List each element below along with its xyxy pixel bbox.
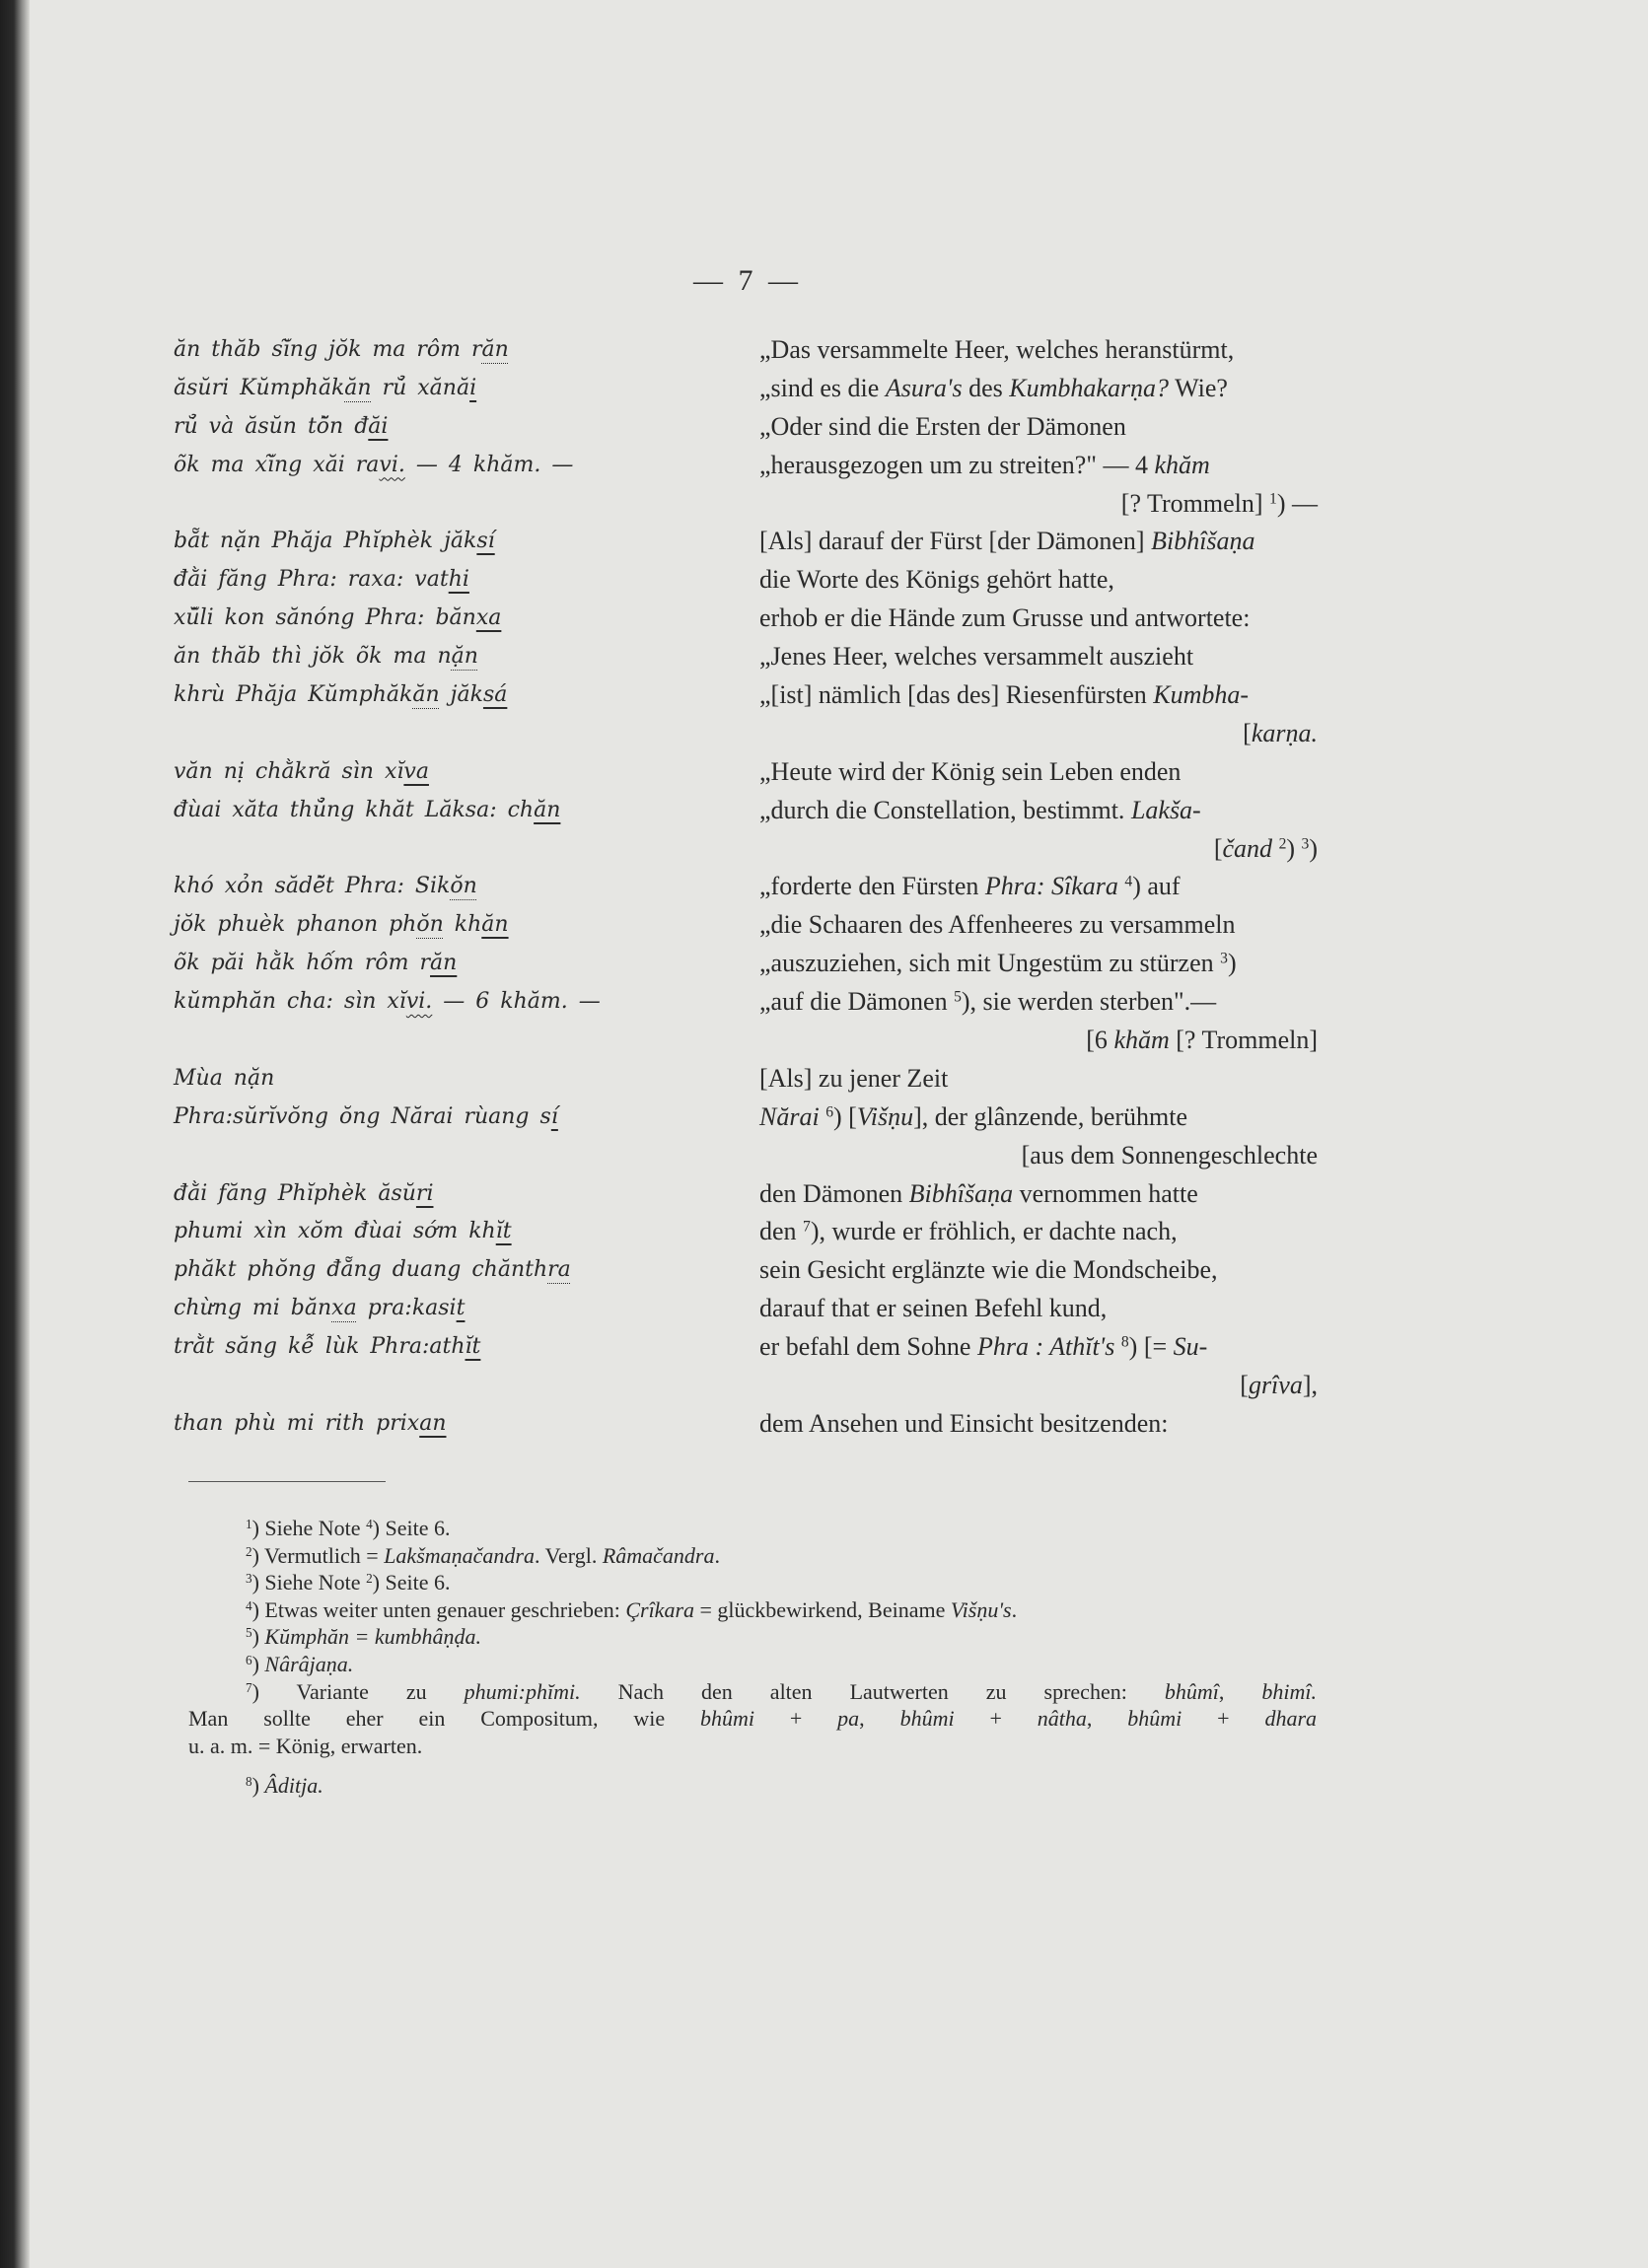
underlined-text: ĭt bbox=[465, 1334, 481, 1360]
text-run: Man sollte eher ein Compositum, wie bbox=[188, 1706, 700, 1732]
text-run: ) bbox=[1286, 833, 1302, 863]
translation-continuation-line bbox=[759, 1367, 1318, 1405]
translation-line bbox=[759, 1328, 1318, 1367]
text-run: , bbox=[1218, 1678, 1262, 1704]
page-number: — 7 — bbox=[693, 264, 802, 297]
translation-line bbox=[759, 868, 1318, 906]
text-run: xŭ̃li kon sănóng Phra: băn bbox=[174, 605, 476, 631]
footnote-ref: 3 bbox=[1301, 835, 1310, 852]
footnote-ref: 4 bbox=[246, 1597, 252, 1613]
italic-text: Su- bbox=[1173, 1332, 1208, 1362]
italic-text: bhûmî bbox=[1164, 1678, 1219, 1704]
footnotes bbox=[188, 1515, 1317, 1800]
text-run: = glückbewirkend, Beiname bbox=[694, 1596, 951, 1622]
verse-line bbox=[174, 1099, 686, 1137]
footnote-ref: 2 bbox=[366, 1570, 373, 1586]
translation-line bbox=[759, 1099, 1318, 1137]
italic-text: Phra: Sîkara bbox=[984, 872, 1118, 901]
footnote-ref: 6 bbox=[246, 1652, 252, 1667]
text-run: chừng mi băn bbox=[174, 1296, 332, 1321]
text-run: kh bbox=[443, 912, 482, 938]
verse-line bbox=[174, 1213, 686, 1251]
italic-text: karṇa. bbox=[1251, 718, 1318, 747]
footnote-ref: 3 bbox=[1220, 950, 1228, 967]
verse-line bbox=[174, 600, 686, 638]
italic-text: čand bbox=[1222, 833, 1273, 863]
text-run: jăk bbox=[439, 682, 483, 708]
wavy-underlined-text: vi. bbox=[405, 989, 433, 1015]
underlined-text: sá bbox=[482, 682, 508, 708]
footnote-ref: 3 bbox=[246, 1570, 252, 1586]
footnote-ref: 8 bbox=[246, 1774, 252, 1790]
underlined-text: ăn bbox=[481, 912, 509, 938]
footnote-ref: 7 bbox=[803, 1218, 811, 1236]
underlined-text: t bbox=[456, 1296, 466, 1321]
text-run: ) [ bbox=[832, 1101, 857, 1131]
italic-text: Asura's bbox=[885, 373, 963, 402]
verse-line bbox=[174, 1060, 686, 1099]
text-run: „durch die Constellation, bestimmt. bbox=[759, 795, 1131, 824]
text-run: ) bbox=[251, 1773, 265, 1799]
italic-text: bhûmi bbox=[699, 1706, 754, 1732]
verse-line bbox=[174, 1290, 686, 1328]
italic-text: Bibhîšaṇa bbox=[908, 1178, 1014, 1208]
footnote bbox=[188, 1623, 1317, 1651]
text-run: ăn thăb sĭ̃ng jŏk ma rôm r bbox=[174, 337, 482, 362]
dotted-underlined-text: ăn bbox=[344, 375, 372, 400]
text-run: „[ist] nämlich [das des] Riesenfürsten bbox=[759, 680, 1154, 710]
italic-text: Lakšmaṇačandra bbox=[384, 1542, 535, 1568]
text-run: Phra:sŭrĭvŏng ŏng Nărai rùang s bbox=[174, 1103, 551, 1129]
translation-line bbox=[759, 1175, 1318, 1214]
text-run: . bbox=[714, 1542, 720, 1568]
italic-text: Višṇu's bbox=[950, 1596, 1012, 1622]
text-run: [ bbox=[1213, 833, 1223, 863]
thai-transliteration-column bbox=[174, 331, 686, 1444]
footnote bbox=[188, 1772, 1317, 1800]
text-run: pra:kasi bbox=[356, 1296, 457, 1321]
underlined-text: an bbox=[419, 1410, 447, 1436]
text-run: ăsŭri Kŭmphăk bbox=[174, 375, 345, 400]
italic-text: khăm bbox=[1154, 450, 1210, 479]
translation-line bbox=[759, 523, 1318, 561]
text-run: ], der glânzende, berühmte bbox=[913, 1101, 1188, 1131]
text-run: phăkt phŏng đẵng duang chănth bbox=[174, 1257, 548, 1283]
text-run: + bbox=[954, 1706, 1038, 1732]
text-run: „Oder sind die Ersten der Dämonen bbox=[759, 411, 1126, 441]
verse-line bbox=[174, 906, 686, 945]
text-run: [? Trommeln] bbox=[1120, 488, 1270, 518]
text-run: ) auf bbox=[1132, 872, 1181, 901]
text-run: — 4 khăm. — bbox=[404, 452, 574, 477]
text-run: rŭ̉ xănă bbox=[371, 375, 470, 400]
footnote bbox=[188, 1596, 1317, 1624]
verse-line bbox=[174, 753, 686, 792]
underlined-text: i bbox=[469, 375, 477, 400]
verse-line bbox=[174, 792, 686, 830]
text-run: ) [= bbox=[1128, 1332, 1174, 1362]
footnote-ref: 5 bbox=[246, 1625, 252, 1641]
text-run: „Jenes Heer, welches versammelt auszieht bbox=[759, 642, 1194, 672]
text-run: ) Siehe Note bbox=[251, 1516, 367, 1540]
verse-line bbox=[174, 561, 686, 600]
verse-line bbox=[174, 868, 686, 906]
footnote-separator bbox=[188, 1481, 386, 1482]
translation-line bbox=[759, 906, 1318, 945]
footnote bbox=[188, 1651, 1317, 1678]
verse-line bbox=[174, 370, 686, 408]
text-run: dem Ansehen und Einsicht besitzenden: bbox=[759, 1408, 1169, 1438]
underlined-text: ăn bbox=[534, 797, 561, 822]
translation-continuation-line bbox=[759, 1022, 1318, 1060]
italic-text: Višṇu bbox=[856, 1101, 914, 1131]
verse-line bbox=[174, 983, 686, 1022]
translation-continuation-line bbox=[759, 485, 1318, 524]
text-run: than phù mi rith prix bbox=[174, 1410, 420, 1436]
translation-line bbox=[759, 1251, 1318, 1290]
italic-text: bhûmi bbox=[1127, 1706, 1182, 1732]
translation-line bbox=[759, 676, 1318, 715]
text-run: đằi făng Phĭphèk ăsŭ bbox=[174, 1180, 416, 1206]
underlined-text: hi bbox=[448, 567, 469, 593]
text-run: . Vergl. bbox=[534, 1542, 603, 1568]
text-run: văn nị chằkră sìn xĭ bbox=[174, 758, 404, 784]
blank-line bbox=[174, 485, 686, 524]
underlined-text: í bbox=[550, 1103, 558, 1129]
text-run: , bbox=[859, 1706, 900, 1732]
wavy-underlined-text: vi. bbox=[379, 452, 405, 477]
translation-line bbox=[759, 945, 1318, 983]
text-run: ăn thăb thì jŏk õk ma n bbox=[174, 644, 452, 670]
blank-line bbox=[174, 715, 686, 753]
text-run: „sind es die bbox=[759, 373, 886, 402]
footnote-ref: 2 bbox=[246, 1543, 252, 1559]
italic-text: bhûmi bbox=[899, 1706, 955, 1732]
italic-text: Nărai bbox=[759, 1101, 820, 1131]
text-run: „auszuziehen, sich mit Ungestüm zu stürzen bbox=[759, 949, 1221, 978]
italic-text: Râmačandra bbox=[602, 1542, 715, 1568]
verse-line bbox=[174, 676, 686, 715]
text-run: „forderte den Fürsten bbox=[759, 872, 985, 901]
footnote bbox=[188, 1515, 1317, 1542]
text-run: [ bbox=[1243, 718, 1252, 747]
verse-line bbox=[174, 638, 686, 676]
translation-line bbox=[759, 1405, 1318, 1444]
italic-text: khăm bbox=[1113, 1026, 1170, 1055]
text-run: darauf that er seinen Befehl kund, bbox=[759, 1294, 1108, 1323]
text-run: ), wurde er fröhlich, er dachte nach, bbox=[810, 1217, 1178, 1246]
dotted-underlined-text: ŏn bbox=[416, 912, 444, 938]
text-run: ) Seite 6. bbox=[372, 1570, 451, 1595]
italic-text: Âditja. bbox=[264, 1773, 323, 1799]
scan-binding-edge bbox=[0, 0, 30, 2268]
italic-text: grîva bbox=[1248, 1371, 1303, 1400]
footnote bbox=[188, 1542, 1317, 1570]
verse-line bbox=[174, 1251, 686, 1290]
footnote bbox=[188, 1678, 1317, 1706]
text-run: [ bbox=[1240, 1371, 1249, 1400]
underlined-text: ăi bbox=[368, 413, 389, 439]
translation-continuation-line bbox=[759, 1137, 1318, 1175]
german-translation-column bbox=[759, 331, 1318, 1444]
italic-text: pa bbox=[837, 1706, 860, 1732]
underlined-text: sí bbox=[476, 529, 495, 554]
underlined-text: ĭt bbox=[495, 1219, 512, 1244]
translation-line bbox=[759, 331, 1318, 370]
text-run: u. a. m. = König, erwarten. bbox=[188, 1733, 423, 1758]
text-run: Nach den alten Lautwerten zu sprechen: bbox=[580, 1678, 1165, 1704]
text-run: „auf die Dämonen bbox=[759, 987, 955, 1017]
translation-line bbox=[759, 792, 1318, 830]
text-run: [? Trommeln] bbox=[1169, 1026, 1318, 1055]
dotted-underlined-text: ăn bbox=[481, 337, 509, 362]
italic-text: Kumbha- bbox=[1153, 680, 1250, 710]
footnote-ref: 6 bbox=[825, 1103, 833, 1121]
text-run: vernommen hatte bbox=[1013, 1178, 1198, 1208]
text-run: ), sie werden sterben".— bbox=[961, 987, 1217, 1017]
text-run: ) Seite 6. bbox=[372, 1516, 451, 1540]
text-run: den bbox=[759, 1217, 804, 1246]
text-run: rŭ̉ và ăsŭn tŏ̃n đ bbox=[174, 413, 369, 439]
footnote-ref: 2 bbox=[1278, 835, 1287, 852]
text-run: „herausgezogen um zu streiten?" — 4 bbox=[759, 450, 1155, 479]
italic-text: Lakša- bbox=[1130, 795, 1201, 824]
underlined-text: xa bbox=[475, 605, 502, 631]
text-run: ) — bbox=[1276, 488, 1318, 518]
dotted-underlined-text: xa bbox=[331, 1296, 357, 1321]
text-run: des bbox=[962, 373, 1010, 402]
footnote-ref: 5 bbox=[954, 988, 962, 1006]
italic-text: phumi:phĭmi. bbox=[464, 1678, 581, 1704]
dotted-underlined-text: ăn bbox=[412, 682, 440, 708]
translation-line bbox=[759, 1213, 1318, 1251]
blank-line bbox=[174, 1367, 686, 1405]
text-run: „Heute wird der König sein Leben enden bbox=[759, 756, 1182, 786]
text-run: phumi xìn xŏm đùai sớm kh bbox=[174, 1219, 496, 1244]
footnote-ref: 4 bbox=[366, 1516, 373, 1531]
verse-line bbox=[174, 1405, 686, 1444]
text-run: õk ma xĭ̃ng xăi ra bbox=[174, 452, 380, 477]
italic-text: Kumbhakarṇa? bbox=[1009, 373, 1170, 402]
translation-line bbox=[759, 638, 1318, 676]
italic-text: Phra : Athĭt's bbox=[976, 1332, 1115, 1362]
footnote bbox=[188, 1569, 1317, 1596]
text-run: khrù Phăja Kŭmphăk bbox=[174, 682, 413, 708]
verse-line bbox=[174, 1175, 686, 1214]
text-run: ) bbox=[251, 1624, 265, 1650]
italic-text: Kŭmphăn = kumbhâṇḍa. bbox=[264, 1624, 481, 1650]
text-run: den Dämonen bbox=[759, 1178, 909, 1208]
translation-line bbox=[759, 561, 1318, 600]
text-run: bẵt nặn Phăja Phĭphèk jăk bbox=[174, 529, 477, 554]
translation-line bbox=[759, 1060, 1318, 1099]
text-run: + bbox=[753, 1706, 838, 1732]
text-run: ) Variante zu bbox=[251, 1678, 465, 1704]
italic-text: Nârâjaṇa. bbox=[264, 1651, 354, 1676]
translation-line bbox=[759, 600, 1318, 638]
text-run: jŏk phuèk phanon ph bbox=[174, 912, 417, 938]
dotted-underlined-text: ra bbox=[547, 1257, 571, 1283]
text-run: „Das versammelte Heer, welches heranstürmt, bbox=[759, 335, 1235, 364]
footnote bbox=[188, 1705, 1317, 1733]
text-run: kŭmphăn cha: sìn xĭ bbox=[174, 989, 406, 1015]
text-run: „die Schaaren des Affenheeres zu versammeln bbox=[759, 910, 1236, 940]
text-run: ) Siehe Note bbox=[251, 1570, 367, 1595]
text-run: đùai xăta thŭ̉ng khăt Lăksa: ch bbox=[174, 797, 535, 822]
footnote bbox=[188, 1733, 1317, 1760]
text-run: ) bbox=[251, 1651, 265, 1676]
text-run: ) Vermutlich = bbox=[251, 1542, 385, 1568]
footnote-ref: 8 bbox=[1120, 1333, 1129, 1351]
translation-line bbox=[759, 1290, 1318, 1328]
italic-text: dhara bbox=[1264, 1706, 1317, 1732]
underlined-text: ăn bbox=[430, 951, 458, 976]
text-run: — 6 khăm. — bbox=[432, 989, 601, 1015]
footnote-ref: 4 bbox=[1124, 873, 1133, 890]
text-run: [6 bbox=[1086, 1026, 1114, 1055]
text-run: , bbox=[1086, 1706, 1128, 1732]
text-run: [aus dem Sonnengeschlechte bbox=[1021, 1140, 1318, 1169]
text-run: Wie? bbox=[1169, 373, 1228, 402]
translation-continuation-line bbox=[759, 830, 1318, 869]
italic-text: bhimî. bbox=[1261, 1678, 1317, 1704]
footnote-ref: 1 bbox=[1269, 489, 1277, 507]
text-run: erhob er die Hände zum Grusse und antwortete: bbox=[759, 603, 1251, 633]
verse-line bbox=[174, 447, 686, 485]
translation-line bbox=[759, 447, 1318, 485]
translation-continuation-line bbox=[759, 715, 1318, 753]
verse-line bbox=[174, 945, 686, 983]
translation-line bbox=[759, 983, 1318, 1022]
verse-line bbox=[174, 1328, 686, 1367]
text-run: trằt săng kễ lùk Phra:ath bbox=[174, 1334, 466, 1360]
text-run: ) bbox=[1227, 949, 1237, 978]
text-run: õk păi hằk hốm rôm r bbox=[174, 951, 431, 976]
dotted-underlined-text: ặn bbox=[451, 644, 478, 670]
verse-line bbox=[174, 408, 686, 447]
text-run: er befahl dem Sohne bbox=[759, 1332, 977, 1362]
text-run: đằi făng Phra: raxa: vat bbox=[174, 567, 449, 593]
text-run: khó xỏn sădĕ̃t Phra: Sik bbox=[174, 874, 451, 899]
verse-line bbox=[174, 331, 686, 370]
text-run: ) Etwas weiter unten genauer geschrieben: bbox=[251, 1596, 626, 1622]
text-run: [Als] zu jener Zeit bbox=[759, 1063, 949, 1093]
text-run: . bbox=[1011, 1596, 1018, 1622]
translation-line bbox=[759, 370, 1318, 408]
text-run: [Als] darauf der Fürst [der Dämonen] bbox=[759, 527, 1152, 556]
translation-line bbox=[759, 753, 1318, 792]
italic-text: nâtha bbox=[1037, 1706, 1087, 1732]
text-run: + bbox=[1182, 1706, 1265, 1732]
underlined-text: ri bbox=[415, 1180, 434, 1206]
blank-line bbox=[174, 1137, 686, 1175]
text-run: sein Gesicht erglänzte wie die Mondscheibe, bbox=[759, 1255, 1218, 1285]
text-run: die Worte des Königs gehört hatte, bbox=[759, 565, 1114, 595]
text-run: Mùa nặn bbox=[174, 1065, 275, 1091]
translation-line bbox=[759, 408, 1318, 447]
italic-text: Çrîkara bbox=[625, 1596, 695, 1622]
text-run: ], bbox=[1302, 1371, 1318, 1400]
footnote-ref: 1 bbox=[246, 1516, 252, 1531]
text-run: ) bbox=[1309, 833, 1318, 863]
footnote-ref: 7 bbox=[246, 1679, 252, 1695]
underlined-text: va bbox=[403, 758, 429, 784]
blank-line bbox=[174, 1022, 686, 1060]
dotted-underlined-text: ŏn bbox=[450, 874, 477, 899]
blank-line bbox=[174, 830, 686, 869]
verse-line bbox=[174, 523, 686, 561]
italic-text: Bibhîšaṇa bbox=[1151, 527, 1255, 556]
